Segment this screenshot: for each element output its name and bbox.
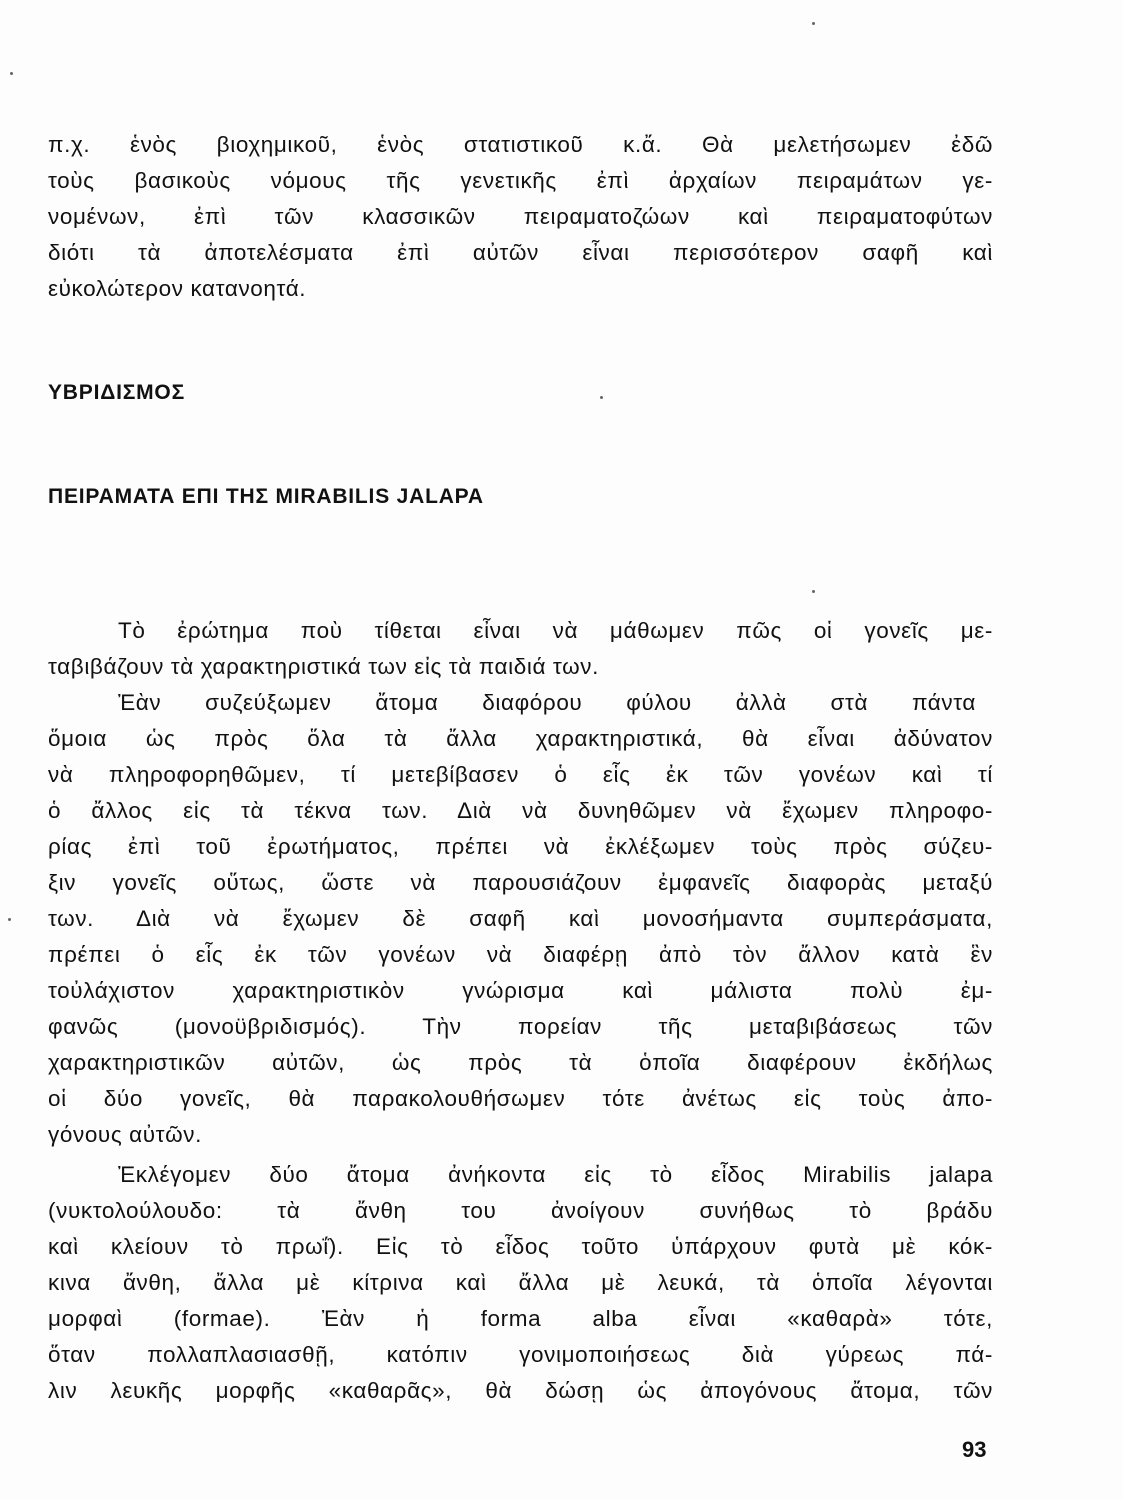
page-number: 93 — [962, 1437, 987, 1462]
top-paragraph-line: π.χ. ἑνὸς βιοχημικοῦ, ἑνὸς στατιστικοῦ κ.ἄ. Θὰ μελετήσωμεν ἐδῶ — [48, 132, 993, 157]
scan-speck — [10, 72, 13, 75]
crossing-paragraph-line: φανῶς (μονοϋβριδισμός). Τὴν πορείαν τῆς μεταβιβάσεως τῶν — [48, 1014, 993, 1039]
top-paragraph-line: νομένων, ἐπὶ τῶν κλασσικῶν πειραματοζώων καὶ πειραματοφύτων — [48, 204, 993, 229]
crossing-paragraph-line: Ἐὰν συζεύξωμεν ἄτομα διαφόρου φύλου ἀλλὰ στὰ πάντα — [118, 690, 976, 715]
crossing-paragraph-line: ρίας ἐπὶ τοῦ ἐρωτήματος, πρέπει νὰ ἐκλέξωμεν τοὺς πρὸς σύζευ- — [48, 834, 993, 859]
scan-speck — [8, 918, 11, 921]
crossing-paragraph-line: πρέπει ὁ εἷς ἐκ τῶν γονέων νὰ διαφέρῃ ἀπὸ τὸν ἄλλον κατὰ ἓν — [48, 942, 993, 967]
scan-speck — [812, 590, 815, 593]
crossing-paragraph-line: ξιν γονεῖς οὕτως, ὥστε νὰ παρουσιάζουν ἐμφανεῖς διαφορὰς μεταξύ — [48, 870, 993, 895]
mirabilis-paragraph-line: ὅταν πολλαπλασιασθῇ, κατόπιν γονιμοποιήσεως διὰ γύρεως πά- — [48, 1342, 993, 1367]
mirabilis-paragraph-line: καὶ κλείουν τὸ πρωΐ). Εἰς τὸ εἶδος τοῦτο ὑπάρχουν φυτὰ μὲ κόκ- — [48, 1234, 993, 1259]
question-paragraph-line: Τὸ ἐρώτημα ποὺ τίθεται εἶναι νὰ μάθωμεν πῶς οἱ γονεῖς με- — [118, 618, 993, 643]
mirabilis-paragraph-line: Ἐκλέγομεν δύο ἄτομα ἀνήκοντα εἰς τὸ εἶδος Mirabilis jalapa — [118, 1162, 993, 1187]
crossing-paragraph-line: των. Διὰ νὰ ἔχωμεν δὲ σαφῆ καὶ μονοσήμαντα συμπεράσματα, — [48, 906, 993, 931]
section-heading: ΥΒΡΙΔΙΣΜΟΣ — [48, 381, 185, 404]
crossing-paragraph-line: νὰ πληροφορηθῶμεν, τί μετεβίβασεν ὁ εἷς ἐκ τῶν γονέων καὶ τί — [48, 762, 993, 787]
subsection-heading: ΠΕΙΡΑΜΑΤΑ ΕΠΙ ΤΗΣ MIRABILIS JALAPA — [48, 485, 484, 508]
crossing-paragraph-line: ὁ ἄλλος εἰς τὰ τέκνα των. Διὰ νὰ δυνηθῶμεν νὰ ἔχωμεν πληροφο- — [48, 798, 993, 823]
scan-speck — [812, 22, 815, 25]
mirabilis-paragraph-line: λιν λευκῆς μορφῆς «καθαρᾶς», θὰ δώσῃ ὡς ἀπογόνους ἄτομα, τῶν — [48, 1378, 993, 1403]
top-paragraph-line: εὐκολώτερον κατανοητά. — [48, 276, 307, 301]
top-paragraph-line: διότι τὰ ἀποτελέσματα ἐπὶ αὐτῶν εἶναι περισσότερον σαφῆ καὶ — [48, 240, 993, 265]
crossing-paragraph-line: ὅμοια ὡς πρὸς ὅλα τὰ ἄλλα χαρακτηριστικά, θὰ εἶναι ἀδύνατον — [48, 726, 993, 751]
mirabilis-paragraph-line: (νυκτολούλουδο: τὰ ἄνθη του ἀνοίγουν συνήθως τὸ βράδυ — [48, 1198, 993, 1223]
crossing-paragraph-line: οἱ δύο γονεῖς, θὰ παρακολουθήσωμεν τότε ἀνέτως εἰς τοὺς ἀπο- — [48, 1086, 993, 1111]
crossing-paragraph-line: χαρακτηριστικῶν αὐτῶν, ὡς πρὸς τὰ ὁποῖα διαφέρουν ἐκδήλως — [48, 1050, 993, 1075]
crossing-paragraph-line: γόνους αὐτῶν. — [48, 1122, 202, 1147]
top-paragraph-line: τοὺς βασικοὺς νόμους τῆς γενετικῆς ἐπὶ ἀρχαίων πειραμάτων γε- — [48, 168, 993, 193]
scan-speck — [600, 396, 603, 399]
mirabilis-paragraph-line: κινα ἄνθη, ἄλλα μὲ κίτρινα καὶ ἄλλα μὲ λευκά, τὰ ὁποῖα λέγονται — [48, 1270, 993, 1295]
crossing-paragraph-line: τοὐλάχιστον χαρακτηριστικὸν γνώρισμα καὶ μάλιστα πολὺ ἐμ- — [48, 978, 993, 1003]
question-paragraph-line: ταβιβάζουν τὰ χαρακτηριστικά των εἰς τὰ παιδιά των. — [48, 654, 599, 679]
mirabilis-paragraph-line: μορφαὶ (formae). Ἐὰν ἡ forma alba εἶναι «καθαρὰ» τότε, — [48, 1306, 993, 1331]
